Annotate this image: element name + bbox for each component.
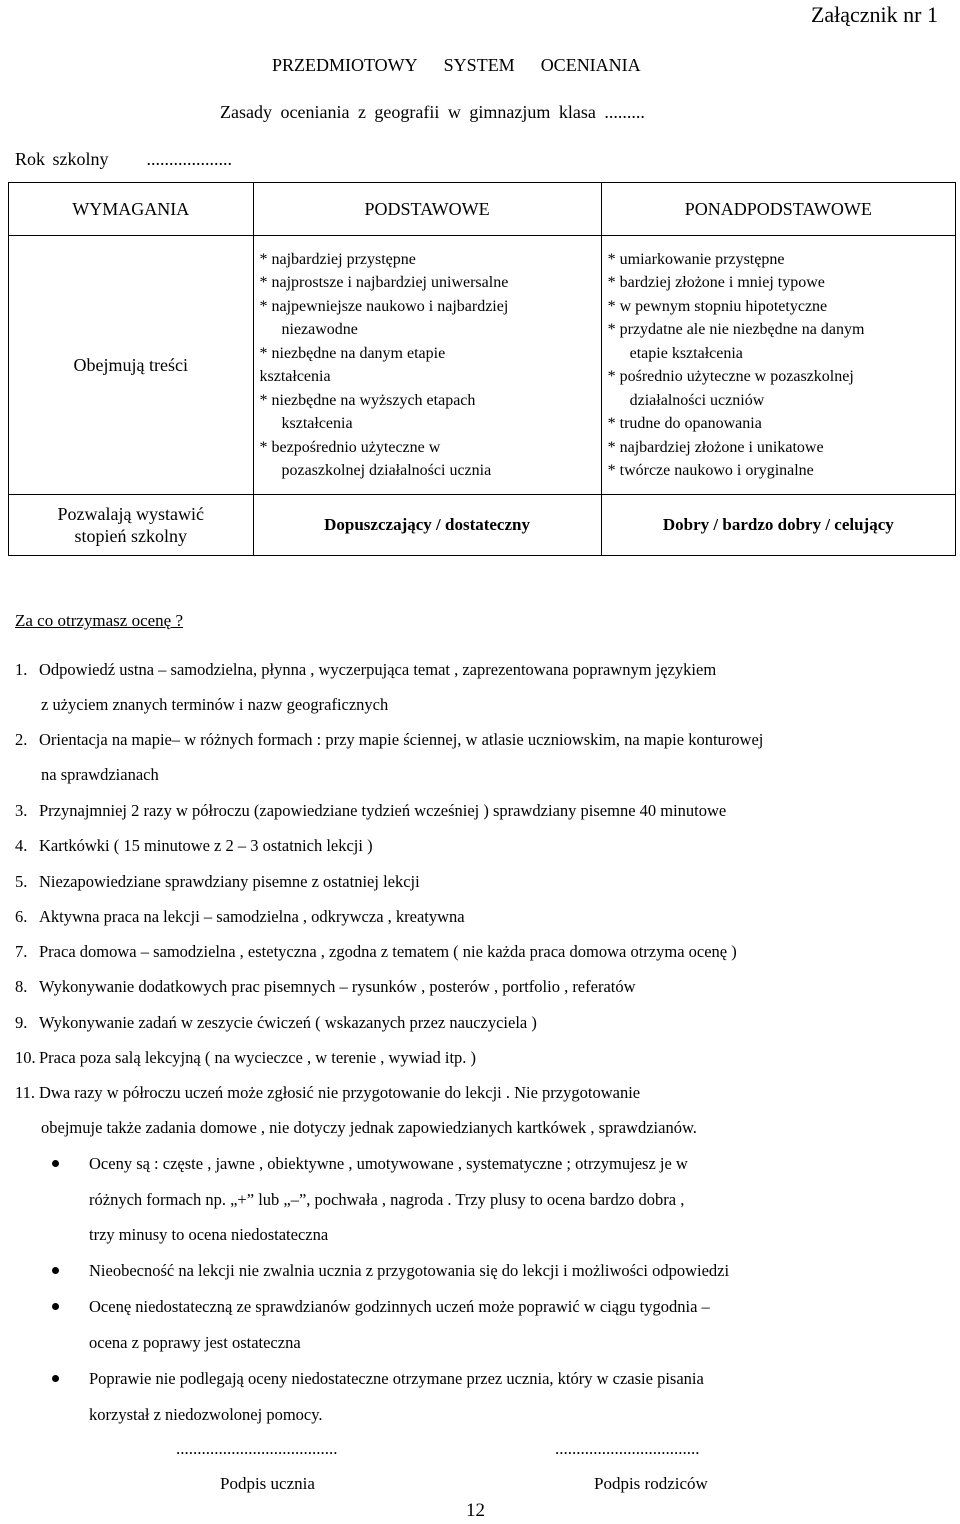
- rule-number: 6.: [15, 907, 28, 926]
- list-item: * twórcze naukowo i oryginalne: [607, 462, 814, 479]
- title-word-3: OCENIANIA: [540, 55, 641, 75]
- rule-number: 7.: [15, 942, 28, 961]
- list-item: * najpewniejsze naukowo i najbardziej: [259, 297, 509, 315]
- bullet-line: Nieobecność na lekcji nie zwalnia ucznia z przygotowania się do lekcji i możliwości odpowiedzi: [89, 1261, 730, 1280]
- bullet-line: korzystał z niedozwolonej pomocy.: [89, 1404, 323, 1424]
- rule-text: Wykonywanie dodatkowych prac pisemnych – rysunków , posterów , portfolio , referatów: [39, 977, 636, 996]
- rule-item-7: [15, 934, 945, 969]
- rule-number: 2.: [15, 730, 28, 749]
- list-item: kształcenia: [259, 368, 331, 385]
- header-advanced: PONADPODSTAWOWE: [601, 183, 955, 236]
- rule-item-3: [15, 793, 945, 828]
- advanced-items-list: [602, 248, 955, 483]
- requirements-table: [8, 182, 956, 556]
- document-title: [272, 55, 667, 76]
- list-item: pozaszkolnej działalności ucznia: [281, 462, 492, 479]
- bullet-dot-icon: [52, 1267, 59, 1274]
- rule-text: Przynajmniej 2 razy w półroczu (zapowiedziane tydzień wcześniej ) sprawdziany pisemne 40 minutowe: [39, 801, 727, 820]
- rule-item-2: [15, 722, 945, 792]
- bullet-dot-icon: [52, 1375, 59, 1382]
- list-item: * pośrednio użyteczne w pozaszkolnej: [607, 368, 854, 385]
- bullet-dot-icon: [52, 1160, 59, 1167]
- list-item: * przydatne ale nie niezbędne na danym: [607, 321, 865, 338]
- rule-text: Wykonywanie zadań w zeszycie ćwiczeń ( wskazanych przez nauczyciela ): [39, 1013, 537, 1032]
- list-item: działalności uczniów: [629, 391, 765, 409]
- list-item: * najbardziej przystępne: [259, 250, 416, 268]
- rule-item-4: [15, 828, 945, 863]
- rule-number: 5.: [15, 872, 28, 891]
- rule-number: 9.: [15, 1013, 28, 1032]
- rule-number: 10.: [15, 1048, 36, 1067]
- rule-text: Kartkówki ( 15 minutowe z 2 – 3 ostatnich lekcji ): [39, 836, 373, 855]
- rule-text: Dwa razy w półroczu uczeń może zgłosić nie przygotowanie do lekcji . Nie przygotowanie: [39, 1083, 641, 1102]
- student-signature-line: ......................................: [176, 1439, 338, 1458]
- section-question: Za co otrzymasz ocenę ?: [15, 611, 184, 630]
- bullet-line: Ocenę niedostateczną ze sprawdzianów godzinnych uczeń może poprawić w ciągu tygodnia –: [89, 1297, 710, 1316]
- rule-continuation: na sprawdzianach: [41, 765, 159, 784]
- rule-text: Praca domowa – samodzielna , estetyczna , zgodna z tematem ( nie każda praca domowa otrzyma ocenę ): [39, 942, 737, 961]
- student-signature-label: Podpis ucznia: [220, 1474, 315, 1493]
- list-item: kształcenia: [281, 415, 353, 432]
- school-year: [15, 149, 232, 170]
- page-number: 12: [466, 1500, 485, 1521]
- parents-signature-line: ..................................: [555, 1439, 700, 1458]
- rule-text: Orientacja na mapie– w różnych formach : przy mapie ściennej, w atlasie uczniowskim, na mapie konturowej: [39, 730, 764, 749]
- bullet-item-2: [52, 1253, 948, 1289]
- table-row-content: [9, 236, 956, 495]
- row-label-grades-line1: Pozwalają wystawić: [57, 504, 204, 524]
- basic-items-cell: [253, 236, 601, 495]
- list-item: * niezbędne na wyższych etapach: [259, 391, 476, 409]
- rule-item-9: [15, 1005, 945, 1040]
- advanced-items-cell: [601, 236, 955, 495]
- row-label-grades-line2: stopień szkolny: [74, 526, 187, 546]
- list-item: etapie kształcenia: [629, 344, 743, 362]
- header-requirements: WYMAGANIA: [9, 183, 254, 236]
- school-year-label: Rok szkolny: [15, 149, 109, 169]
- annex-label: Załącznik nr 1: [810, 2, 938, 27]
- rule-number: 8.: [15, 977, 28, 996]
- rule-item-11: [15, 1075, 945, 1145]
- list-item: * trudne do opanowania: [607, 415, 762, 432]
- row-label-content: Obejmują treści: [9, 236, 254, 495]
- list-item: * bezpośrednio użyteczne w: [259, 438, 441, 456]
- list-item: * w pewnym stopniu hipotetyczne: [607, 297, 828, 315]
- list-item: * umiarkowanie przystępne: [607, 250, 785, 268]
- rule-item-1: [15, 652, 945, 722]
- table-row-grades: [9, 495, 956, 556]
- rule-item-5: [15, 864, 945, 899]
- list-item: niezawodne: [281, 321, 358, 338]
- list-item: * bardziej złożone i mniej typowe: [607, 274, 825, 291]
- rule-number: 1.: [15, 660, 28, 679]
- rule-text: Praca poza salą lekcyjną ( na wycieczce , w terenie , wywiad itp. ): [39, 1048, 477, 1067]
- list-item: * najprostsze i najbardziej uniwersalne: [259, 274, 509, 291]
- parents-signature-label: Podpis rodziców: [594, 1474, 708, 1493]
- rule-text: Odpowiedź ustna – samodzielna, płynna , wyczerpująca temat , zaprezentowana poprawnym językiem: [39, 660, 717, 679]
- row-label-grades: [9, 495, 254, 556]
- list-item: * niezbędne na danym etapie: [259, 344, 446, 362]
- bullet-line: trzy minusy to ocena niedostateczna: [89, 1225, 329, 1244]
- title-word-2: SYSTEM: [443, 55, 515, 75]
- document-subtitle: Zasady oceniania z geografii w gimnazjum klasa .........: [220, 102, 645, 122]
- rule-number: 3.: [15, 801, 28, 820]
- rule-continuation: obejmuje także zadania domowe , nie dotyczy jednak zapowiedzianych kartkówek , sprawdzianów.: [41, 1118, 697, 1137]
- school-year-value: ...................: [146, 149, 233, 169]
- bullet-line: ocena z poprawy jest ostateczna: [89, 1332, 301, 1352]
- rule-text: Aktywna praca na lekcji – samodzielna , odkrywcza , kreatywna: [39, 907, 465, 926]
- bullet-line: różnych formach np. „+” lub „–”, pochwała , nagroda . Trzy plusy to ocena bardzo dobra ,: [89, 1189, 685, 1209]
- bullet-line: Oceny są : częste , jawne , obiektywne , umotywowane , systematyczne ; otrzymujesz je w: [89, 1154, 688, 1173]
- rule-continuation: z użyciem znanych terminów i nazw geograficznych: [41, 695, 389, 714]
- header-basic: PODSTAWOWE: [253, 183, 601, 236]
- title-word-1: PRZEDMIOTOWY: [272, 55, 418, 75]
- bullet-item-1: [52, 1146, 948, 1253]
- rule-number: 11.: [15, 1083, 36, 1102]
- list-item: * najbardziej złożone i unikatowe: [607, 438, 824, 456]
- basic-items-list: [254, 248, 601, 483]
- basic-grades: Dopuszczający / dostateczny: [253, 495, 601, 556]
- rule-item-10: [15, 1040, 945, 1075]
- table-header-row: [9, 183, 956, 236]
- bullet-item-4: [52, 1361, 948, 1432]
- rule-text: Niezapowiedziane sprawdziany pisemne z ostatniej lekcji: [39, 872, 420, 891]
- rule-item-8: [15, 969, 945, 1004]
- bullet-line: Poprawie nie podlegają oceny niedostateczne otrzymane przez ucznia, który w czasie pisania: [89, 1369, 704, 1388]
- bullet-dot-icon: [52, 1303, 59, 1310]
- rule-item-6: [15, 899, 945, 934]
- bullet-item-3: [52, 1289, 948, 1360]
- rule-number: 4.: [15, 836, 28, 855]
- advanced-grades: Dobry / bardzo dobry / celujący: [601, 495, 955, 556]
